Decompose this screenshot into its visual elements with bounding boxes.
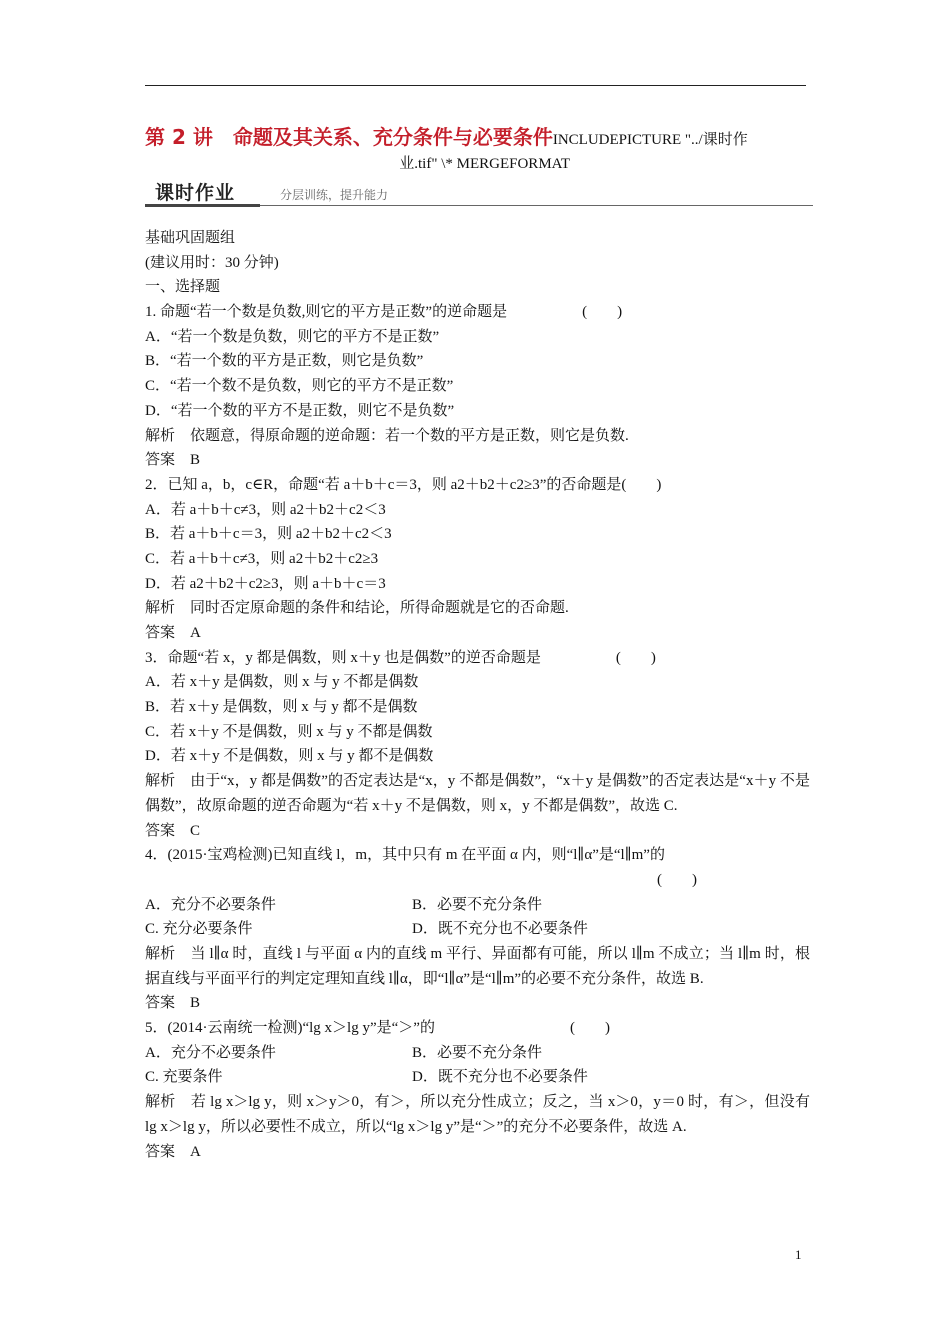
option-c: C．若 a＋b＋c≠3，则 a2＋b2＋c2≥3 [145, 550, 379, 567]
part-heading: 一、选择题 [145, 279, 221, 296]
option-a: A．充分不必要条件 [145, 896, 276, 913]
answer: 答案 B [145, 452, 201, 469]
answer: 答案 A [145, 625, 201, 641]
question-stem: 2．已知 a，b，c∈R，命题“若 a＋b＋c＝3，则 a2＋b2＋c2≥3”的否命题是( ) [145, 476, 662, 493]
field-code-line2: 业.tif" \* MERGEFORMAT [399, 156, 570, 172]
question-stem: 4．(2015·宝鸡检测)已知直线 l，m，其中只有 m 在平面 α 内，则“l∥α”是“l∥m”的 [145, 847, 665, 864]
analysis: 解析 同时否定原命题的条件和结论，所得命题就是它的否命题. [145, 600, 569, 617]
analysis: 解析 当 l∥α 时，直线 l 与平面 α 内的直线 m 平行、异面都有可能，所以 l∥m 不成立；当 l∥m 时，根据直线与平面平行的判定定理知直线 l∥α，即“l∥α”是“l∥m”的必要不充分条件，故选 B. [145, 945, 810, 987]
banner-subtitle: 分层训练，提升能力 [280, 188, 389, 202]
analysis: 解析 若 lg x＞lg y，则 x＞y＞0，有＞，所以充分性成立；反之，当 x＞0，y＝0 时，有＞，但没有 lg x＞lg y，所以必要性不成立，所以“lg x＞lg y”是“＞”的充分不必要条件，故选 A. [145, 1094, 810, 1135]
option-d: D．若 x＋y 不是偶数，则 x 与 y 都不是偶数 [145, 748, 434, 765]
option-c: C. 充分必要条件 [145, 921, 253, 938]
options-row-2 [145, 917, 810, 942]
header-rule [145, 85, 806, 86]
question-1 [145, 300, 810, 473]
option-b: B．若 x＋y 是偶数，则 x 与 y 都不是偶数 [145, 699, 418, 716]
homework-banner [145, 178, 813, 208]
analysis: 解析 由于“x，y 都是偶数”的否定表达是“x，y 不都是偶数”，“x＋y 是偶数”的否定表达是“x＋y 不是偶数”，故原命题的逆否命题为“若 x＋y 不是偶数，则 x，y 不都是偶数”，故选 C. [145, 773, 810, 814]
option-a: A．充分不必要条件 [145, 1044, 276, 1061]
option-d: D．“若一个数的平方不是正数，则它不是负数” [145, 402, 455, 419]
analysis: 解析 依题意，得原命题的逆命题：若一个数的平方是正数，则它是负数. [145, 427, 629, 444]
answer: 答案 A [145, 1143, 201, 1160]
banner-underline-thin [260, 205, 813, 206]
option-a: A．若 x＋y 是偶数，则 x 与 y 不都是偶数 [145, 674, 419, 691]
question-5 [145, 1016, 810, 1164]
question-stem: 3．命题“若 x，y 都是偶数，则 x＋y 也是偶数”的逆否命题是 ( ) [145, 649, 656, 666]
question-3 [145, 646, 810, 844]
field-code-line1: INCLUDEPICTURE "../课时作 [552, 132, 748, 148]
option-d: D．既不充分也不必要条件 [412, 921, 588, 938]
option-c: C. 充要条件 [145, 1069, 223, 1086]
banner-underline-thick [145, 204, 260, 207]
banner-label: 课时作业 [155, 182, 236, 204]
option-b: B．若 a＋b＋c＝3，则 a2＋b2＋c2＜3 [145, 526, 392, 543]
options-row-1 [145, 1041, 810, 1066]
lesson-title [145, 124, 810, 177]
option-a: A．“若一个数是负数，则它的平方不是正数” [145, 328, 440, 345]
option-c: C．若 x＋y 不是偶数，则 x 与 y 不都是偶数 [145, 723, 433, 740]
answer: 答案 C [145, 822, 201, 839]
options-row-1 [145, 893, 810, 918]
exercise-content [145, 226, 810, 1164]
question-2 [145, 473, 810, 646]
option-b: B．必要不充分条件 [412, 896, 543, 913]
question-4 [145, 843, 810, 1016]
group-heading: 基础巩固题组 [145, 230, 236, 246]
suggested-time: (建议用时：30 分钟) [145, 254, 279, 271]
options-row-2 [145, 1065, 810, 1090]
title-text: 第 2 讲 命题及其关系、充分条件与必要条件 [145, 125, 553, 149]
option-b: B．“若一个数的平方是正数，则它是负数” [145, 353, 424, 370]
option-c: C．“若一个数不是负数，则它的平方不是正数” [145, 378, 454, 395]
answer-paren: ( ) [657, 871, 697, 888]
question-stem: 1. 命题“若一个数是负数,则它的平方是正数”的逆命题是 ( ) [145, 304, 623, 321]
option-d: D．既不充分也不必要条件 [412, 1069, 588, 1086]
question-stem: 5．(2014·云南统一检测)“lg x＞lg y”是“＞”的 ( ) [145, 1020, 610, 1037]
page-number: 1 [795, 1247, 802, 1262]
option-b: B．必要不充分条件 [412, 1044, 543, 1061]
answer: 答案 B [145, 995, 201, 1012]
option-a: A．若 a＋b＋c≠3，则 a2＋b2＋c2＜3 [145, 501, 386, 518]
option-d: D．若 a2＋b2＋c2≥3，则 a＋b＋c＝3 [145, 575, 386, 592]
